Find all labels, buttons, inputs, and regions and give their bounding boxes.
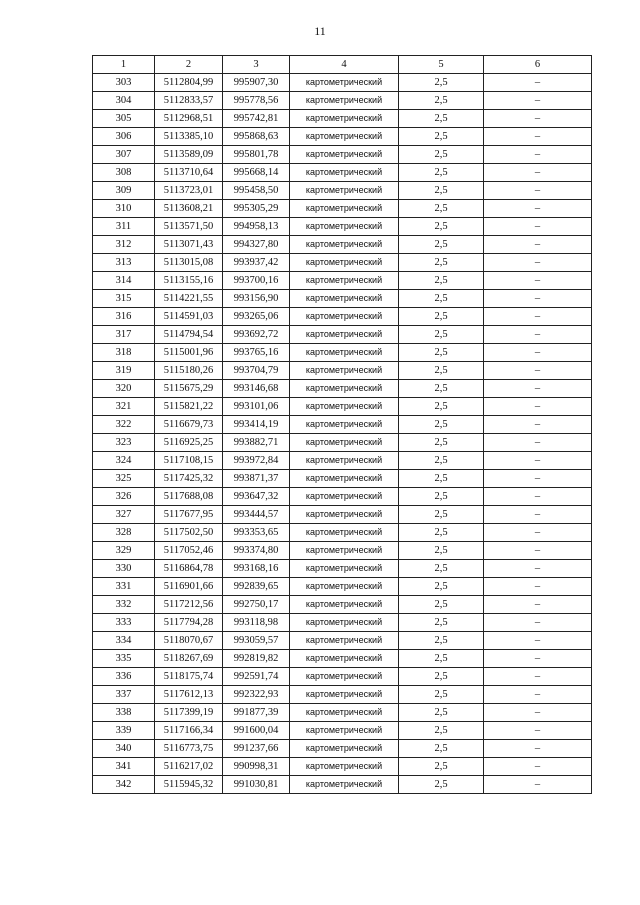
method-cell: картометрический	[290, 668, 399, 686]
accuracy-cell: 2,5	[399, 632, 484, 650]
point-number-cell: 336	[93, 668, 155, 686]
point-number-cell: 327	[93, 506, 155, 524]
accuracy-cell: 2,5	[399, 470, 484, 488]
method-cell: картометрический	[290, 740, 399, 758]
y-coordinate-cell: 993882,71	[223, 434, 290, 452]
column-header: 2	[155, 56, 223, 74]
accuracy-cell: 2,5	[399, 758, 484, 776]
x-coordinate-cell: 5117052,46	[155, 542, 223, 560]
x-coordinate-cell: 5115821,22	[155, 398, 223, 416]
point-number-cell: 326	[93, 488, 155, 506]
accuracy-cell: 2,5	[399, 200, 484, 218]
y-coordinate-cell: 993704,79	[223, 362, 290, 380]
table-row	[93, 668, 592, 686]
method-cell: картометрический	[290, 524, 399, 542]
note-cell: –	[484, 110, 592, 128]
accuracy-cell: 2,5	[399, 326, 484, 344]
table-row	[93, 380, 592, 398]
accuracy-cell: 2,5	[399, 254, 484, 272]
note-cell: –	[484, 578, 592, 596]
method-cell: картометрический	[290, 380, 399, 398]
table-row	[93, 776, 592, 794]
table-row	[93, 452, 592, 470]
note-cell: –	[484, 686, 592, 704]
y-coordinate-cell: 991600,04	[223, 722, 290, 740]
x-coordinate-cell: 5113589,09	[155, 146, 223, 164]
note-cell: –	[484, 128, 592, 146]
accuracy-cell: 2,5	[399, 668, 484, 686]
accuracy-cell: 2,5	[399, 146, 484, 164]
table-row	[93, 740, 592, 758]
x-coordinate-cell: 5117612,13	[155, 686, 223, 704]
point-number-cell: 303	[93, 74, 155, 92]
method-cell: картометрический	[290, 596, 399, 614]
x-coordinate-cell: 5113385,10	[155, 128, 223, 146]
accuracy-cell: 2,5	[399, 686, 484, 704]
method-cell: картометрический	[290, 632, 399, 650]
table-row	[93, 146, 592, 164]
y-coordinate-cell: 991877,39	[223, 704, 290, 722]
point-number-cell: 325	[93, 470, 155, 488]
accuracy-cell: 2,5	[399, 452, 484, 470]
y-coordinate-cell: 992750,17	[223, 596, 290, 614]
y-coordinate-cell: 993414,19	[223, 416, 290, 434]
y-coordinate-cell: 993265,06	[223, 308, 290, 326]
y-coordinate-cell: 994958,13	[223, 218, 290, 236]
point-number-cell: 322	[93, 416, 155, 434]
table-row	[93, 182, 592, 200]
table-body	[93, 74, 592, 794]
accuracy-cell: 2,5	[399, 272, 484, 290]
point-number-cell: 323	[93, 434, 155, 452]
table-row	[93, 236, 592, 254]
y-coordinate-cell: 995801,78	[223, 146, 290, 164]
table-row	[93, 560, 592, 578]
point-number-cell: 304	[93, 92, 155, 110]
table-row	[93, 704, 592, 722]
point-number-cell: 320	[93, 380, 155, 398]
accuracy-cell: 2,5	[399, 74, 484, 92]
accuracy-cell: 2,5	[399, 596, 484, 614]
y-coordinate-cell: 992322,93	[223, 686, 290, 704]
table-row	[93, 362, 592, 380]
method-cell: картометрический	[290, 92, 399, 110]
note-cell: –	[484, 236, 592, 254]
point-number-cell: 337	[93, 686, 155, 704]
note-cell: –	[484, 218, 592, 236]
method-cell: картометрический	[290, 452, 399, 470]
table-row	[93, 272, 592, 290]
x-coordinate-cell: 5112833,57	[155, 92, 223, 110]
method-cell: картометрический	[290, 398, 399, 416]
x-coordinate-cell: 5118175,74	[155, 668, 223, 686]
note-cell: –	[484, 146, 592, 164]
accuracy-cell: 2,5	[399, 722, 484, 740]
y-coordinate-cell: 993168,16	[223, 560, 290, 578]
accuracy-cell: 2,5	[399, 416, 484, 434]
table-row	[93, 308, 592, 326]
y-coordinate-cell: 993374,80	[223, 542, 290, 560]
accuracy-cell: 2,5	[399, 362, 484, 380]
table-header-row	[93, 56, 592, 74]
point-number-cell: 335	[93, 650, 155, 668]
note-cell: –	[484, 362, 592, 380]
note-cell: –	[484, 506, 592, 524]
point-number-cell: 312	[93, 236, 155, 254]
method-cell: картометрический	[290, 362, 399, 380]
column-header: 5	[399, 56, 484, 74]
accuracy-cell: 2,5	[399, 740, 484, 758]
table-row	[93, 506, 592, 524]
x-coordinate-cell: 5115001,96	[155, 344, 223, 362]
page-number: 11	[314, 24, 326, 38]
method-cell: картометрический	[290, 470, 399, 488]
x-coordinate-cell: 5116773,75	[155, 740, 223, 758]
accuracy-cell: 2,5	[399, 398, 484, 416]
y-coordinate-cell: 990998,31	[223, 758, 290, 776]
method-cell: картометрический	[290, 614, 399, 632]
accuracy-cell: 2,5	[399, 290, 484, 308]
x-coordinate-cell: 5117794,28	[155, 614, 223, 632]
x-coordinate-cell: 5115675,29	[155, 380, 223, 398]
x-coordinate-cell: 5115945,32	[155, 776, 223, 794]
y-coordinate-cell: 994327,80	[223, 236, 290, 254]
accuracy-cell: 2,5	[399, 488, 484, 506]
note-cell: –	[484, 452, 592, 470]
point-number-cell: 310	[93, 200, 155, 218]
x-coordinate-cell: 5117688,08	[155, 488, 223, 506]
y-coordinate-cell: 993101,06	[223, 398, 290, 416]
method-cell: картометрический	[290, 290, 399, 308]
point-number-cell: 339	[93, 722, 155, 740]
accuracy-cell: 2,5	[399, 506, 484, 524]
note-cell: –	[484, 326, 592, 344]
table-row	[93, 164, 592, 182]
method-cell: картометрический	[290, 488, 399, 506]
accuracy-cell: 2,5	[399, 236, 484, 254]
note-cell: –	[484, 524, 592, 542]
x-coordinate-cell: 5117425,32	[155, 470, 223, 488]
x-coordinate-cell: 5113071,43	[155, 236, 223, 254]
method-cell: картометрический	[290, 542, 399, 560]
y-coordinate-cell: 995305,29	[223, 200, 290, 218]
x-coordinate-cell: 5113710,64	[155, 164, 223, 182]
point-number-cell: 333	[93, 614, 155, 632]
table-row	[93, 686, 592, 704]
table-row	[93, 326, 592, 344]
method-cell: картометрический	[290, 308, 399, 326]
note-cell: –	[484, 92, 592, 110]
method-cell: картометрический	[290, 722, 399, 740]
table-row	[93, 290, 592, 308]
method-cell: картометрический	[290, 110, 399, 128]
note-cell: –	[484, 758, 592, 776]
y-coordinate-cell: 993937,42	[223, 254, 290, 272]
table-row	[93, 524, 592, 542]
table-row	[93, 650, 592, 668]
method-cell: картометрический	[290, 506, 399, 524]
table-row	[93, 344, 592, 362]
method-cell: картометрический	[290, 686, 399, 704]
table-row	[93, 488, 592, 506]
x-coordinate-cell: 5118070,67	[155, 632, 223, 650]
x-coordinate-cell: 5112968,51	[155, 110, 223, 128]
method-cell: картометрический	[290, 236, 399, 254]
method-cell: картометрический	[290, 164, 399, 182]
note-cell: –	[484, 722, 592, 740]
y-coordinate-cell: 992819,82	[223, 650, 290, 668]
point-number-cell: 340	[93, 740, 155, 758]
method-cell: картометрический	[290, 74, 399, 92]
table-row	[93, 92, 592, 110]
column-header: 4	[290, 56, 399, 74]
method-cell: картометрический	[290, 182, 399, 200]
y-coordinate-cell: 995778,56	[223, 92, 290, 110]
method-cell: картометрический	[290, 434, 399, 452]
y-coordinate-cell: 993972,84	[223, 452, 290, 470]
accuracy-cell: 2,5	[399, 578, 484, 596]
note-cell: –	[484, 668, 592, 686]
method-cell: картометрический	[290, 776, 399, 794]
point-number-cell: 309	[93, 182, 155, 200]
y-coordinate-cell: 993146,68	[223, 380, 290, 398]
table-row	[93, 632, 592, 650]
x-coordinate-cell: 5113608,21	[155, 200, 223, 218]
note-cell: –	[484, 74, 592, 92]
point-number-cell: 315	[93, 290, 155, 308]
note-cell: –	[484, 434, 592, 452]
accuracy-cell: 2,5	[399, 650, 484, 668]
y-coordinate-cell: 993692,72	[223, 326, 290, 344]
point-number-cell: 334	[93, 632, 155, 650]
column-header: 3	[223, 56, 290, 74]
y-coordinate-cell: 993353,65	[223, 524, 290, 542]
note-cell: –	[484, 560, 592, 578]
x-coordinate-cell: 5113155,16	[155, 272, 223, 290]
note-cell: –	[484, 200, 592, 218]
table-row	[93, 722, 592, 740]
y-coordinate-cell: 993059,57	[223, 632, 290, 650]
note-cell: –	[484, 164, 592, 182]
point-number-cell: 331	[93, 578, 155, 596]
point-number-cell: 313	[93, 254, 155, 272]
point-number-cell: 332	[93, 596, 155, 614]
accuracy-cell: 2,5	[399, 542, 484, 560]
x-coordinate-cell: 5116679,73	[155, 416, 223, 434]
accuracy-cell: 2,5	[399, 218, 484, 236]
note-cell: –	[484, 344, 592, 362]
x-coordinate-cell: 5116925,25	[155, 434, 223, 452]
accuracy-cell: 2,5	[399, 380, 484, 398]
y-coordinate-cell: 992839,65	[223, 578, 290, 596]
point-number-cell: 330	[93, 560, 155, 578]
accuracy-cell: 2,5	[399, 560, 484, 578]
y-coordinate-cell: 991030,81	[223, 776, 290, 794]
accuracy-cell: 2,5	[399, 128, 484, 146]
note-cell: –	[484, 740, 592, 758]
point-number-cell: 319	[93, 362, 155, 380]
method-cell: картометрический	[290, 704, 399, 722]
note-cell: –	[484, 614, 592, 632]
y-coordinate-cell: 995742,81	[223, 110, 290, 128]
x-coordinate-cell: 5116864,78	[155, 560, 223, 578]
point-number-cell: 317	[93, 326, 155, 344]
x-coordinate-cell: 5117212,56	[155, 596, 223, 614]
table-row	[93, 758, 592, 776]
point-number-cell: 308	[93, 164, 155, 182]
column-header: 1	[93, 56, 155, 74]
note-cell: –	[484, 542, 592, 560]
note-cell: –	[484, 398, 592, 416]
note-cell: –	[484, 416, 592, 434]
method-cell: картометрический	[290, 146, 399, 164]
note-cell: –	[484, 272, 592, 290]
x-coordinate-cell: 5118267,69	[155, 650, 223, 668]
note-cell: –	[484, 308, 592, 326]
y-coordinate-cell: 995668,14	[223, 164, 290, 182]
x-coordinate-cell: 5117677,95	[155, 506, 223, 524]
y-coordinate-cell: 993765,16	[223, 344, 290, 362]
point-number-cell: 324	[93, 452, 155, 470]
accuracy-cell: 2,5	[399, 524, 484, 542]
y-coordinate-cell: 993871,37	[223, 470, 290, 488]
table-row	[93, 128, 592, 146]
accuracy-cell: 2,5	[399, 92, 484, 110]
accuracy-cell: 2,5	[399, 434, 484, 452]
note-cell: –	[484, 290, 592, 308]
method-cell: картометрический	[290, 200, 399, 218]
y-coordinate-cell: 993647,32	[223, 488, 290, 506]
point-number-cell: 338	[93, 704, 155, 722]
x-coordinate-cell: 5113015,08	[155, 254, 223, 272]
y-coordinate-cell: 993156,90	[223, 290, 290, 308]
x-coordinate-cell: 5114591,03	[155, 308, 223, 326]
y-coordinate-cell: 995907,30	[223, 74, 290, 92]
point-number-cell: 328	[93, 524, 155, 542]
note-cell: –	[484, 704, 592, 722]
accuracy-cell: 2,5	[399, 344, 484, 362]
method-cell: картометрический	[290, 254, 399, 272]
accuracy-cell: 2,5	[399, 164, 484, 182]
point-number-cell: 306	[93, 128, 155, 146]
accuracy-cell: 2,5	[399, 614, 484, 632]
coordinates-table	[92, 55, 592, 794]
note-cell: –	[484, 380, 592, 398]
y-coordinate-cell: 991237,66	[223, 740, 290, 758]
y-coordinate-cell: 995868,63	[223, 128, 290, 146]
x-coordinate-cell: 5117502,50	[155, 524, 223, 542]
note-cell: –	[484, 650, 592, 668]
x-coordinate-cell: 5113723,01	[155, 182, 223, 200]
accuracy-cell: 2,5	[399, 704, 484, 722]
method-cell: картометрический	[290, 218, 399, 236]
point-number-cell: 314	[93, 272, 155, 290]
x-coordinate-cell: 5116217,02	[155, 758, 223, 776]
table-row	[93, 596, 592, 614]
accuracy-cell: 2,5	[399, 110, 484, 128]
method-cell: картометрический	[290, 128, 399, 146]
table-row	[93, 470, 592, 488]
y-coordinate-cell: 993444,57	[223, 506, 290, 524]
point-number-cell: 342	[93, 776, 155, 794]
point-number-cell: 318	[93, 344, 155, 362]
note-cell: –	[484, 182, 592, 200]
table-row	[93, 200, 592, 218]
y-coordinate-cell: 993118,98	[223, 614, 290, 632]
note-cell: –	[484, 632, 592, 650]
table-row	[93, 74, 592, 92]
note-cell: –	[484, 470, 592, 488]
table-row	[93, 110, 592, 128]
method-cell: картометрический	[290, 326, 399, 344]
method-cell: картометрический	[290, 650, 399, 668]
method-cell: картометрический	[290, 344, 399, 362]
note-cell: –	[484, 596, 592, 614]
column-header: 6	[484, 56, 592, 74]
x-coordinate-cell: 5114794,54	[155, 326, 223, 344]
table-row	[93, 434, 592, 452]
x-coordinate-cell: 5112804,99	[155, 74, 223, 92]
x-coordinate-cell: 5117399,19	[155, 704, 223, 722]
table-row	[93, 578, 592, 596]
note-cell: –	[484, 776, 592, 794]
table-row	[93, 614, 592, 632]
y-coordinate-cell: 993700,16	[223, 272, 290, 290]
method-cell: картометрический	[290, 758, 399, 776]
method-cell: картометрический	[290, 416, 399, 434]
method-cell: картометрический	[290, 560, 399, 578]
point-number-cell: 316	[93, 308, 155, 326]
note-cell: –	[484, 488, 592, 506]
point-number-cell: 329	[93, 542, 155, 560]
x-coordinate-cell: 5117108,15	[155, 452, 223, 470]
x-coordinate-cell: 5117166,34	[155, 722, 223, 740]
table-row	[93, 398, 592, 416]
point-number-cell: 311	[93, 218, 155, 236]
x-coordinate-cell: 5115180,26	[155, 362, 223, 380]
point-number-cell: 321	[93, 398, 155, 416]
accuracy-cell: 2,5	[399, 182, 484, 200]
y-coordinate-cell: 995458,50	[223, 182, 290, 200]
table-row	[93, 416, 592, 434]
method-cell: картометрический	[290, 578, 399, 596]
note-cell: –	[484, 254, 592, 272]
point-number-cell: 341	[93, 758, 155, 776]
table-row	[93, 218, 592, 236]
x-coordinate-cell: 5116901,66	[155, 578, 223, 596]
y-coordinate-cell: 992591,74	[223, 668, 290, 686]
table-row	[93, 254, 592, 272]
point-number-cell: 305	[93, 110, 155, 128]
point-number-cell: 307	[93, 146, 155, 164]
method-cell: картометрический	[290, 272, 399, 290]
table-row	[93, 542, 592, 560]
x-coordinate-cell: 5113571,50	[155, 218, 223, 236]
accuracy-cell: 2,5	[399, 776, 484, 794]
accuracy-cell: 2,5	[399, 308, 484, 326]
x-coordinate-cell: 5114221,55	[155, 290, 223, 308]
